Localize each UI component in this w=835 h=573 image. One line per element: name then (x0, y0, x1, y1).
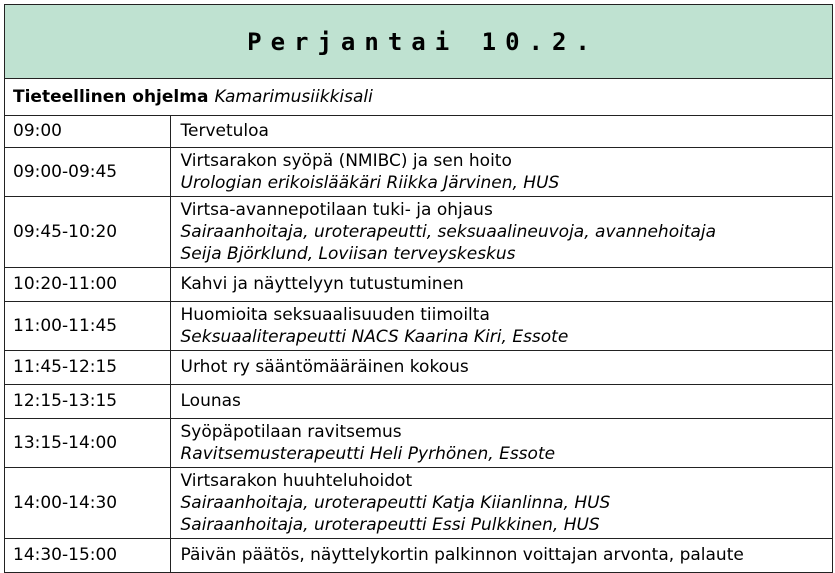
session-speaker: Seija Björklund, Loviisan terveyskeskus (180, 243, 516, 264)
schedule-time: 11:00-11:45 (5, 301, 170, 350)
session-speaker: Sairaanhoitaja, uroterapeutti, seksuaalineuvoja, avannehoitaja (180, 221, 717, 242)
schedule-description (170, 116, 832, 147)
schedule-row (5, 147, 832, 196)
schedule-row (5, 538, 832, 572)
schedule-row (5, 267, 832, 301)
session-title: Virtsa-avannepotilaan tuki- ja ohjaus (180, 199, 493, 220)
session-title: Huomioita seksuaalisuuden tiimoilta (180, 304, 490, 325)
session-speaker: Urologian erikoislääkäri Riikka Järvinen, HUS (180, 172, 560, 193)
session-speaker: Sairaanhoitaja, uroterapeutti Katja Kiianlinna, HUS (180, 492, 611, 513)
session-speaker: Ravitsemusterapeutti Heli Pyrhönen, Essote (180, 443, 556, 464)
schedule-description (170, 196, 832, 267)
schedule-row (5, 301, 832, 350)
schedule-time: 11:45-12:15 (5, 350, 170, 384)
day-title: Perjantai 10.2. (247, 27, 599, 56)
session-title: Syöpäpotilaan ravitsemus (180, 421, 402, 442)
schedule-row (5, 418, 832, 467)
schedule-time: 13:15-14:00 (5, 418, 170, 467)
schedule-time: 14:00-14:30 (5, 467, 170, 538)
schedule-time: 12:15-13:15 (5, 384, 170, 418)
schedule-table (5, 116, 832, 573)
schedule-row (5, 196, 832, 267)
schedule-description (170, 467, 832, 538)
session-title: Virtsarakon syöpä (NMIBC) ja sen hoito (180, 150, 512, 171)
schedule-row (5, 350, 832, 384)
schedule-time: 14:30-15:00 (5, 538, 170, 572)
schedule-description (170, 538, 832, 572)
session-title: Urhot ry sääntömääräinen kokous (180, 357, 469, 377)
schedule-body (5, 116, 832, 572)
schedule-time: 10:20-11:00 (5, 267, 170, 301)
schedule-time: 09:45-10:20 (5, 196, 170, 267)
session-title: Virtsarakon huuhteluhoidot (180, 470, 413, 491)
schedule-time: 09:00-09:45 (5, 147, 170, 196)
session-title: Päivän päätös, näyttelykortin palkinnon voittajan arvonta, palaute (180, 545, 744, 565)
schedule-description (170, 301, 832, 350)
schedule-time: 09:00 (5, 116, 170, 147)
session-speaker: Seksuaaliterapeutti NACS Kaarina Kiri, Essote (180, 326, 569, 347)
session-title: Kahvi ja näyttelyyn tutustuminen (180, 274, 464, 294)
schedule-row (5, 384, 832, 418)
session-title: Lounas (180, 391, 241, 411)
day-title-banner (5, 5, 832, 79)
schedule-description (170, 350, 832, 384)
schedule-row (5, 467, 832, 538)
session-speaker: Sairaanhoitaja, uroterapeutti Essi Pulkkinen, HUS (180, 514, 600, 535)
section-title: Tieteellinen ohjelma (13, 87, 209, 107)
section-venue: Kamarimusiikkisali (214, 87, 373, 107)
session-title: Tervetuloa (180, 121, 269, 142)
schedule-description (170, 418, 832, 467)
schedule-description (170, 384, 832, 418)
section-header (5, 79, 832, 116)
schedule-description (170, 267, 832, 301)
schedule-row (5, 116, 832, 147)
program-sheet (4, 4, 833, 573)
schedule-description (170, 147, 832, 196)
